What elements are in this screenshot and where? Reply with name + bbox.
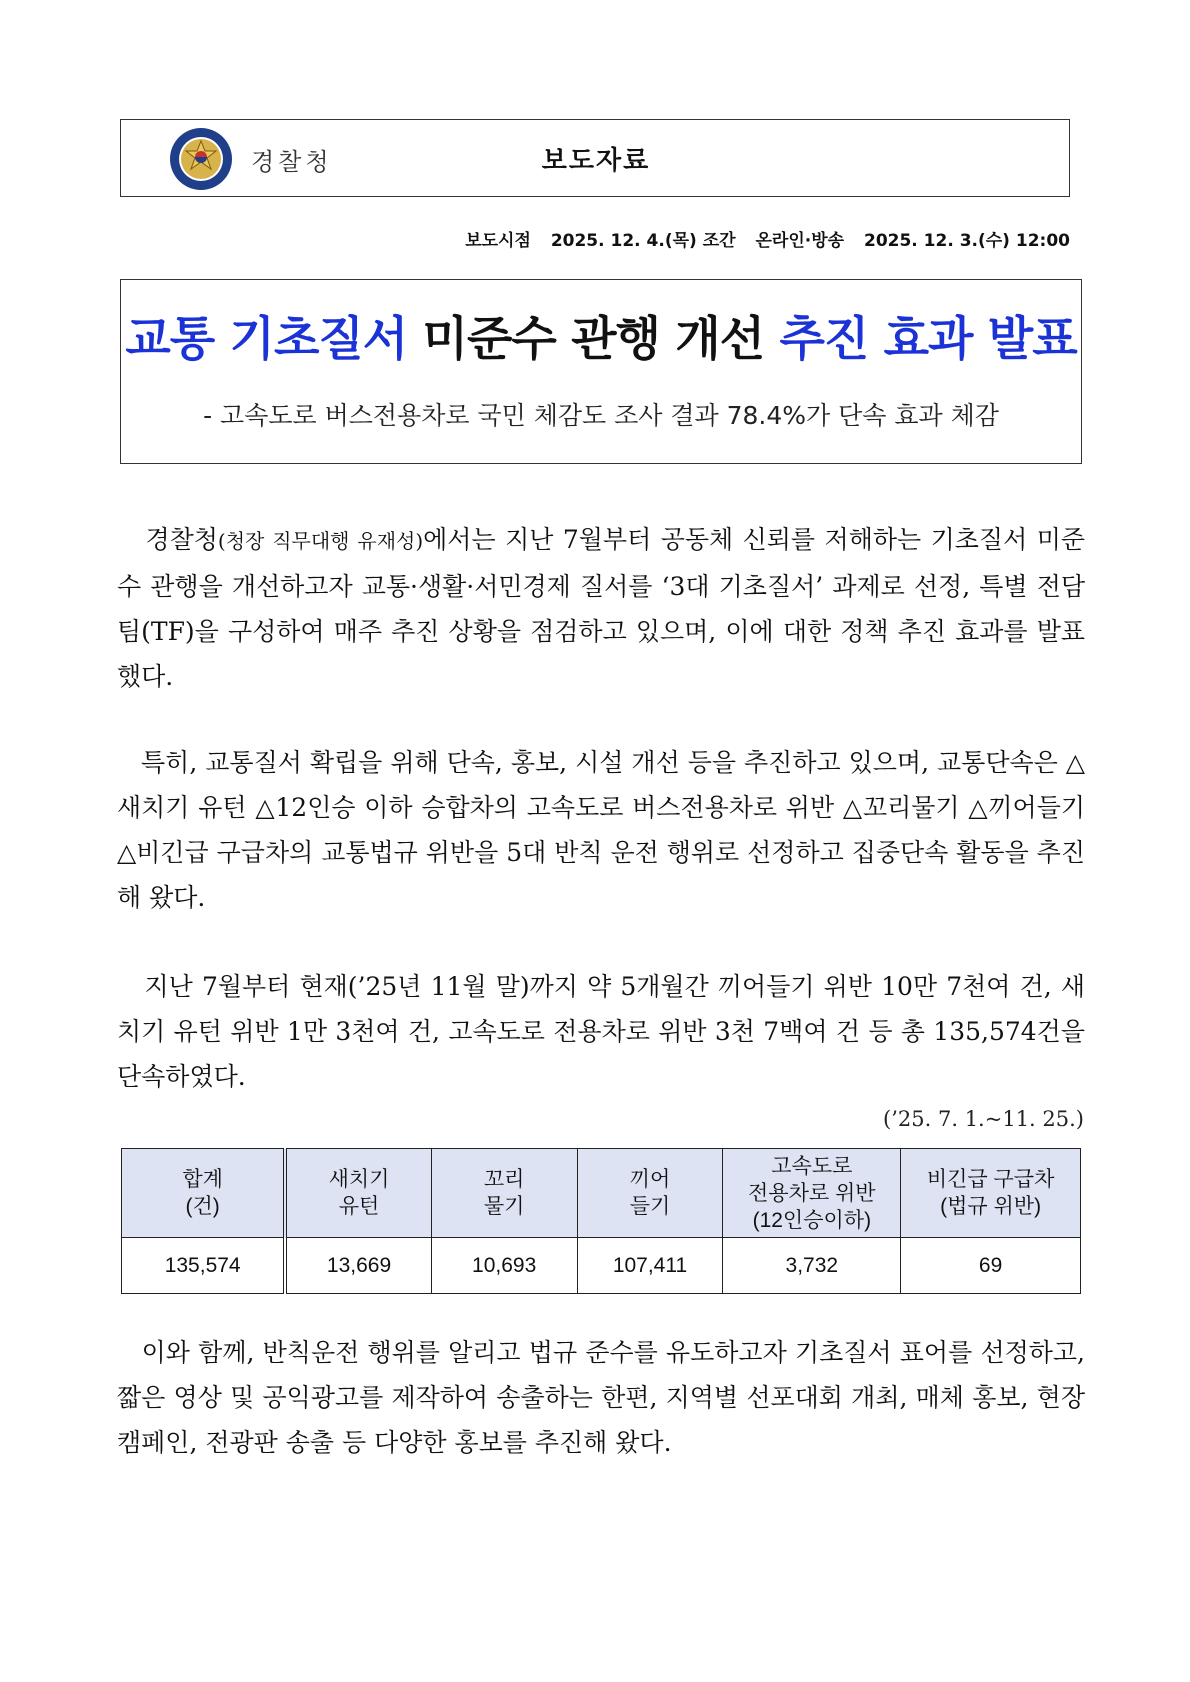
p1-note: (청장 직무대행 유재성) [217,529,424,553]
p1-text: 에서는 지난 7월부터 공동체 신뢰를 저해하는 기초질서 미준수 관행을 개선하고자 교통·생활·서민경제 질서를 ‘3대 기초질서’ 과제로 선정, 특별 전담팀(TF)을 구성하여 매주 추진 상황을 점검하고 있으며, 이에 대한 정책 추진 효과를 발표했다. [117,525,1086,691]
value-cutting-in: 107,411 [577,1238,723,1294]
stats-table [121,1148,1081,1294]
paragraph-3 [117,964,1085,1099]
p3-text: 지난 7월부터 현재(’25년 11월 말)까지 약 5개월간 끼어들기 위반 10만 7천여 건, 새치기 유턴 위반 1만 3천여 건, 고속도로 전용차로 위반 3천 7백여 건 등 총 135,574건을 단속하였다. [117,972,1086,1091]
online-date: 2025. 12. 3.(수) 12:00 [863,231,1070,251]
p1-agency: 경찰청 [145,525,218,554]
subtitle: - 고속도로 버스전용차로 국민 체감도 조사 결과 78.4%가 단속 효과 체감 [203,401,999,430]
value-tailgating: 10,693 [431,1238,577,1294]
release-label: 보도시점 [465,231,531,251]
p2-text: 특히, 교통질서 확립을 위해 단속, 홍보, 시설 개선 등을 추진하고 있으며, 교통단속은 △새치기 유턴 △12인승 이하 승합차의 고속도로 버스전용차로 위반 △꼬리물기 △끼어들기 △비긴급 구급차의 교통법규 위반을 5대 반칙 운전 행위로 선정하고 집중단속 활동을 추진해 왔다. [117,748,1086,912]
table-row [122,1238,1081,1294]
header-box [120,119,1070,197]
header-tailgating: 꼬리 물기 [431,1149,577,1238]
release-date: 2025. 12. 4.(목) 조간 [550,231,736,251]
paragraph-1 [117,517,1085,699]
header-uturn: 새치기 유턴 [285,1149,431,1238]
value-ambulance: 69 [901,1238,1081,1294]
p4-text: 이와 함께, 반칙운전 행위를 알리고 법규 준수를 유도하고자 기초질서 표어를 선정하고, 짧은 영상 및 공익광고를 제작하여 송출하는 한편, 지역별 선포대회 개최, 매체 홍보, 현장 캠페인, 전광판 송출 등 다양한 홍보를 추진해 왔다. [117,1338,1085,1457]
title-box [120,279,1082,464]
agency-name: 경찰청 [251,148,333,176]
header-cutting-in: 끼어 들기 [577,1149,723,1238]
header-total: 합계 (건) [122,1149,286,1238]
police-emblem-icon [169,127,233,191]
value-uturn: 13,669 [285,1238,431,1294]
paragraph-2 [117,740,1085,920]
table-period: (’25. 7. 1.~11. 25.) [883,1107,1084,1131]
document-type: 보도자료 [541,146,651,176]
online-label: 온라인·방송 [755,231,845,251]
title-part1: 교통 기초질서 [125,312,408,367]
header-bus-lane: 고속도로 전용차로 위반 (12인승이하) [723,1149,901,1238]
page-title [121,302,1081,369]
title-part3: 추진 효과 발표 [779,312,1077,367]
release-info [451,226,1070,251]
table-header-row [122,1149,1081,1238]
value-bus-lane: 3,732 [723,1238,901,1294]
header-ambulance: 비긴급 구급차 (법규 위반) [901,1149,1081,1238]
value-total: 135,574 [122,1238,286,1294]
title-part2: 미준수 관행 개선 [422,312,765,367]
paragraph-4 [117,1330,1085,1465]
